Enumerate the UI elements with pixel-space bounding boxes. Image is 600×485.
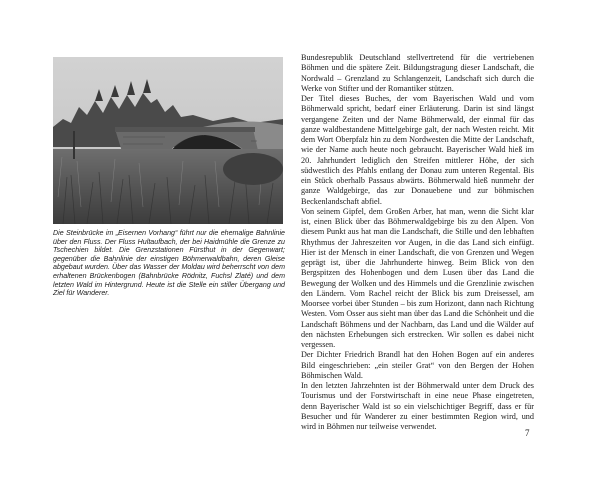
page-number: 7 (525, 428, 530, 438)
paragraph: Bundesrepublik Deutschland stellvertretend für die vertriebenen Böhmen und die spätere Zeit. Bildungstragung dieser Landschaft, die Nordwald – Grenzland zu Schlangenzeit, Landschaft sich durch die Werke von Stifter und der Romantiker stützen. (301, 53, 534, 93)
paragraph: Von seinem Gipfel, dem Großen Arber, hat man, wenn die Sicht klar ist, einen Blick über das Böhmerwaldgebirge bis zu den Alpen. Von diesem Punkt aus hat man die Landschaft, die Stille und den lebhaften Rhythmus der Jahreszeiten vor Augen, in die das Land sich einfügt. Hier ist der Mensch in einer Landschaft, die von Grenzen und Wegen geprägt ist, über die Jahrhunderte hinweg. Beim Blick von den Bergspitzen des Hohenbogen und dem Lusen über das Land die Bewegung der Wolken und des Himmels und die Grenzlinie zwischen den Ländern. Vom Rachel reicht der Blick bis zum Dreisessel, am Moorsee vorbei über Stunden – bis zum Horizont, dann nach Richtung Westen. Vom Osser aus sieht man über das Land die Schönheit und die Landschaft Böhmens und der Nachbarn, das Land und die Wälder auf den nächsten Erhebungen sich erstrecken. Wir sollen es dabei nicht vergessen. (301, 206, 534, 349)
paragraph: Der Dichter Friedrich Brandl hat den Hohen Bogen auf ein anderes Bild eingeschrieben: „ein steiler Grat“ von den Bergen der Hohen Böhmischen Wald. (301, 350, 534, 380)
paragraph: Der Titel dieses Buches, der vom Bayerischen Wald und vom Böhmerwald spricht, bedarf einer Erläuterung. Darin ist sind längst vergangene Zeiten und der Name Böhmerwald, der einmal für das ganze waldbestandene Mittelgebirge galt, der nach Westen reicht. Mit dem Wort Oberpfalz hin zu dem Nordwesten die Mitte der Landschaft, wie der Name auch heute noch gebraucht. Bayerischer Wald hieß im 20. Jahrhundert lediglich den Streifen mittlerer Höhe, der sich südwestlich des Pfahls entlang der Donau zum unteren Regental. Bis ein Stück oberhalb Passaus abwärts. Böhmerwald hieß nunmehr der ganze Waldgebirge, das zur Donauebene und zur böhmischen Beckenlandschaft abfiel. (301, 94, 534, 206)
photo-caption: Die Steinbrücke im „Eisernen Vorhang“ führt nur die ehemalige Bahnlinie über den Fluss. Der Fluss Hultaufbach, der bei Haidmühle die Grenze zu Tschechien bildet. Die Grenzstationen Fürsthut in der Gegenwart; gegenüber die Bahnlinie der einstigen Böhmerwaldbahn, deren Gleise abgebaut wurden. Über das Wasser der Moldau wird beherrscht von dem erhaltenen Brückenbogen (Bahnbrücke Rödnitz, Fuchsl Zlaté) und dem letzten Wald im Hintergrund. Heute ist die Stelle ein stiller Übergang und Ziel für Wanderer. (53, 229, 285, 298)
paragraph: In den letzten Jahrzehnten ist der Böhmerwald unter dem Druck des Tourismus und der Forstwirtschaft in eine neue Phase eingetreten, denn Bayerischer Wald ist so ein vielschichtiger Begriff, dass er für Besucher und für Wanderer zu einer bestimmten Region wird, und wird in Böhmen nur teilweise verwendet. (301, 381, 534, 431)
stone-bridge-photo-image (53, 57, 283, 224)
text-column (301, 53, 534, 432)
bridge-photo (53, 57, 283, 224)
